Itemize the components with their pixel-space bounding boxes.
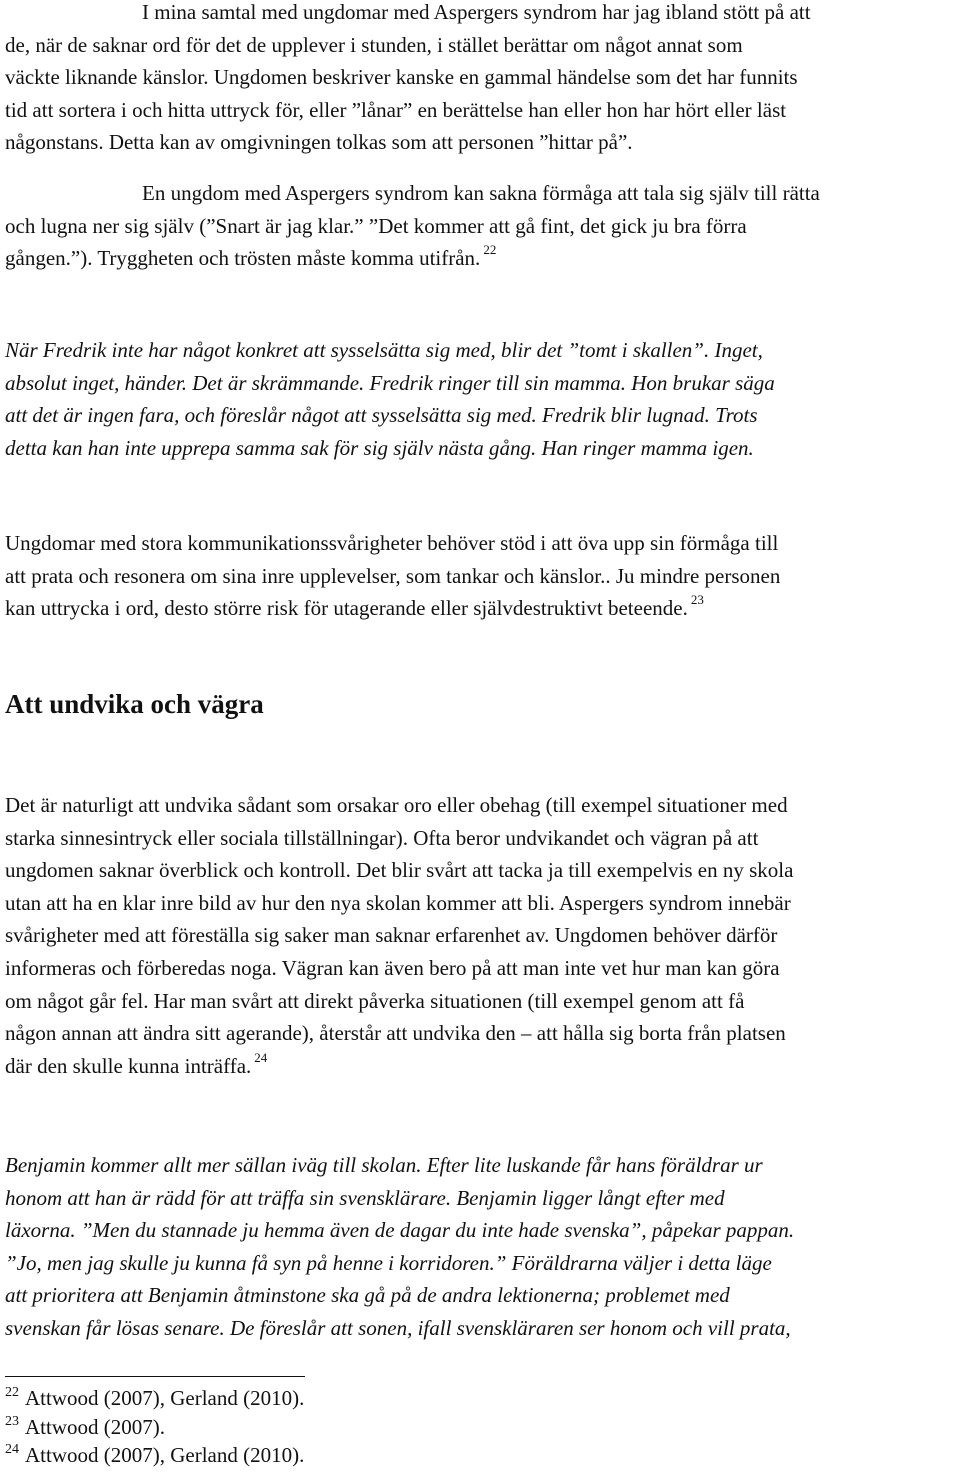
text-line: läxorna. ”Men du stannade ju hemma även de dagar du inte hade svenska”, påpekar pappan. bbox=[5, 1218, 795, 1243]
footnote-text: Attwood (2007), Gerland (2010). bbox=[25, 1386, 305, 1410]
text-line: att det är ingen fara, och föreslår något att sysselsätta sig med. Fredrik blir lugnad. Trots bbox=[5, 403, 758, 428]
footnote-ref: 22 bbox=[483, 242, 497, 258]
text-line-content: gången.”). Tryggheten och trösten måste komma utifrån. bbox=[5, 246, 481, 271]
footnote bbox=[5, 1441, 304, 1470]
footnote bbox=[5, 1384, 304, 1413]
text-line: ungdomen saknar överblick och kontroll. Det blir svårt att tacka ja till exempelvis en ny skola bbox=[5, 858, 794, 883]
text-line: Benjamin kommer allt mer sällan iväg till skolan. Efter lite luskande får hans föräldrar ur bbox=[5, 1153, 763, 1177]
text-line: detta kan han inte upprepa samma sak för sig själv nästa gång. Han ringer mamma igen. bbox=[5, 435, 754, 460]
text-line-content: kan uttrycka i ord, desto större risk för utagerande eller självdestruktivt beteende. bbox=[5, 596, 688, 621]
text-line-content: där den skulle kunna inträffa. bbox=[5, 1053, 252, 1078]
text-line: informeras och förberedas noga. Vägran kan även bero på att man inte vet hur man kan göra bbox=[5, 955, 780, 980]
text-line: ”Jo, men jag skulle ju kunna få syn på henne i korridoren.” Föräldrarna väljer i detta läge bbox=[5, 1250, 772, 1275]
footnotes bbox=[5, 1384, 304, 1470]
text-line: När Fredrik inte har något konkret att sysselsätta sig med, blir det ”tomt i skallen”. Inget, bbox=[5, 338, 763, 362]
text-line bbox=[5, 242, 955, 275]
text-line: och lugna ner sig själv (”Snart är jag klar.” ”Det kommer att gå fint, det gick ju bra förra bbox=[5, 213, 747, 238]
text-line: väckte liknande känslor. Ungdomen beskriver kanske en gammal händelse som det har funnits bbox=[5, 65, 798, 90]
text-line: om något går fel. Har man svårt att direkt påverka situationen (till exempel genom att få bbox=[5, 988, 745, 1013]
footnote-number: 23 bbox=[5, 1413, 19, 1429]
paragraph-kommunikation bbox=[5, 527, 955, 625]
text-line: att prata och resonera om sina inre upplevelser, som tankar och känslor.. Ju mindre personen bbox=[5, 563, 781, 588]
text-line bbox=[5, 592, 955, 625]
footnote-ref: 23 bbox=[690, 592, 704, 608]
example-benjamin bbox=[5, 1149, 955, 1345]
text-line: de, när de saknar ord för det de upplever i stunden, i stället berättar om något annat som bbox=[5, 32, 743, 57]
footnote-text: Attwood (2007), Gerland (2010). bbox=[25, 1443, 305, 1467]
text-line: utan att ha en klar inre bild av hur den nya skolan kommer att bli. Aspergers syndrom innebär bbox=[5, 890, 791, 915]
footnote-number: 22 bbox=[5, 1385, 19, 1400]
text-line: starka sinnesintryck eller sociala tillställningar). Ofta beror undvikandet och vägran på att bbox=[5, 825, 759, 850]
paragraph-trost bbox=[5, 177, 955, 275]
footnote bbox=[5, 1413, 304, 1442]
footnote-text: Attwood (2007). bbox=[25, 1414, 165, 1439]
text-line: Ungdomar med stora kommunikationssvårigheter behöver stöd i att öva upp sin förmåga till bbox=[5, 531, 779, 555]
text-line: att prioritera att Benjamin åtminstone ska gå på de andra lektionerna; problemet med bbox=[5, 1283, 730, 1308]
paragraph-samtal bbox=[5, 0, 955, 159]
paragraph-undvika bbox=[5, 789, 955, 1082]
text-line: tid att sortera i och hitta uttryck för, eller ”lånar” en berättelse han eller hon har hört eller läst bbox=[5, 97, 787, 122]
text-line: I mina samtal med ungdomar med Aspergers syndrom har jag ibland stött på att bbox=[142, 0, 811, 24]
footnote-number: 24 bbox=[5, 1442, 19, 1457]
example-fredrik bbox=[5, 334, 955, 464]
text-line: absolut inget, händer. Det är skrämmande. Fredrik ringer till sin mamma. Hon brukar säga bbox=[5, 370, 775, 395]
text-line: Det är naturligt att undvika sådant som orsakar oro eller obehag (till exempel situationer med bbox=[5, 793, 788, 817]
text-line: svenskan får lösas senare. De föreslår att sonen, ifall svenskläraren ser honom och vill prata, bbox=[5, 1315, 791, 1340]
footnote-separator bbox=[5, 1376, 305, 1377]
text-line: någon annan att ändra sitt agerande), återstår att undvika den – att hålla sig borta från platsen bbox=[5, 1021, 786, 1046]
text-line bbox=[5, 1050, 955, 1083]
text-line: någonstans. Detta kan av omgivningen tolkas som att personen ”hittar på”. bbox=[5, 130, 633, 155]
text-line: honom att han är rädd för att träffa sin svensklärare. Benjamin ligger långt efter med bbox=[5, 1185, 725, 1210]
text-line: svårigheter med att föreställa sig saker man saknar erfarenhet av. Ungdomen behöver därför bbox=[5, 923, 778, 948]
footnote-ref: 24 bbox=[254, 1049, 268, 1065]
section-heading: Att undvika och vägra bbox=[5, 689, 264, 719]
text-line: En ungdom med Aspergers syndrom kan sakna förmåga att tala sig själv till rätta bbox=[142, 181, 820, 205]
